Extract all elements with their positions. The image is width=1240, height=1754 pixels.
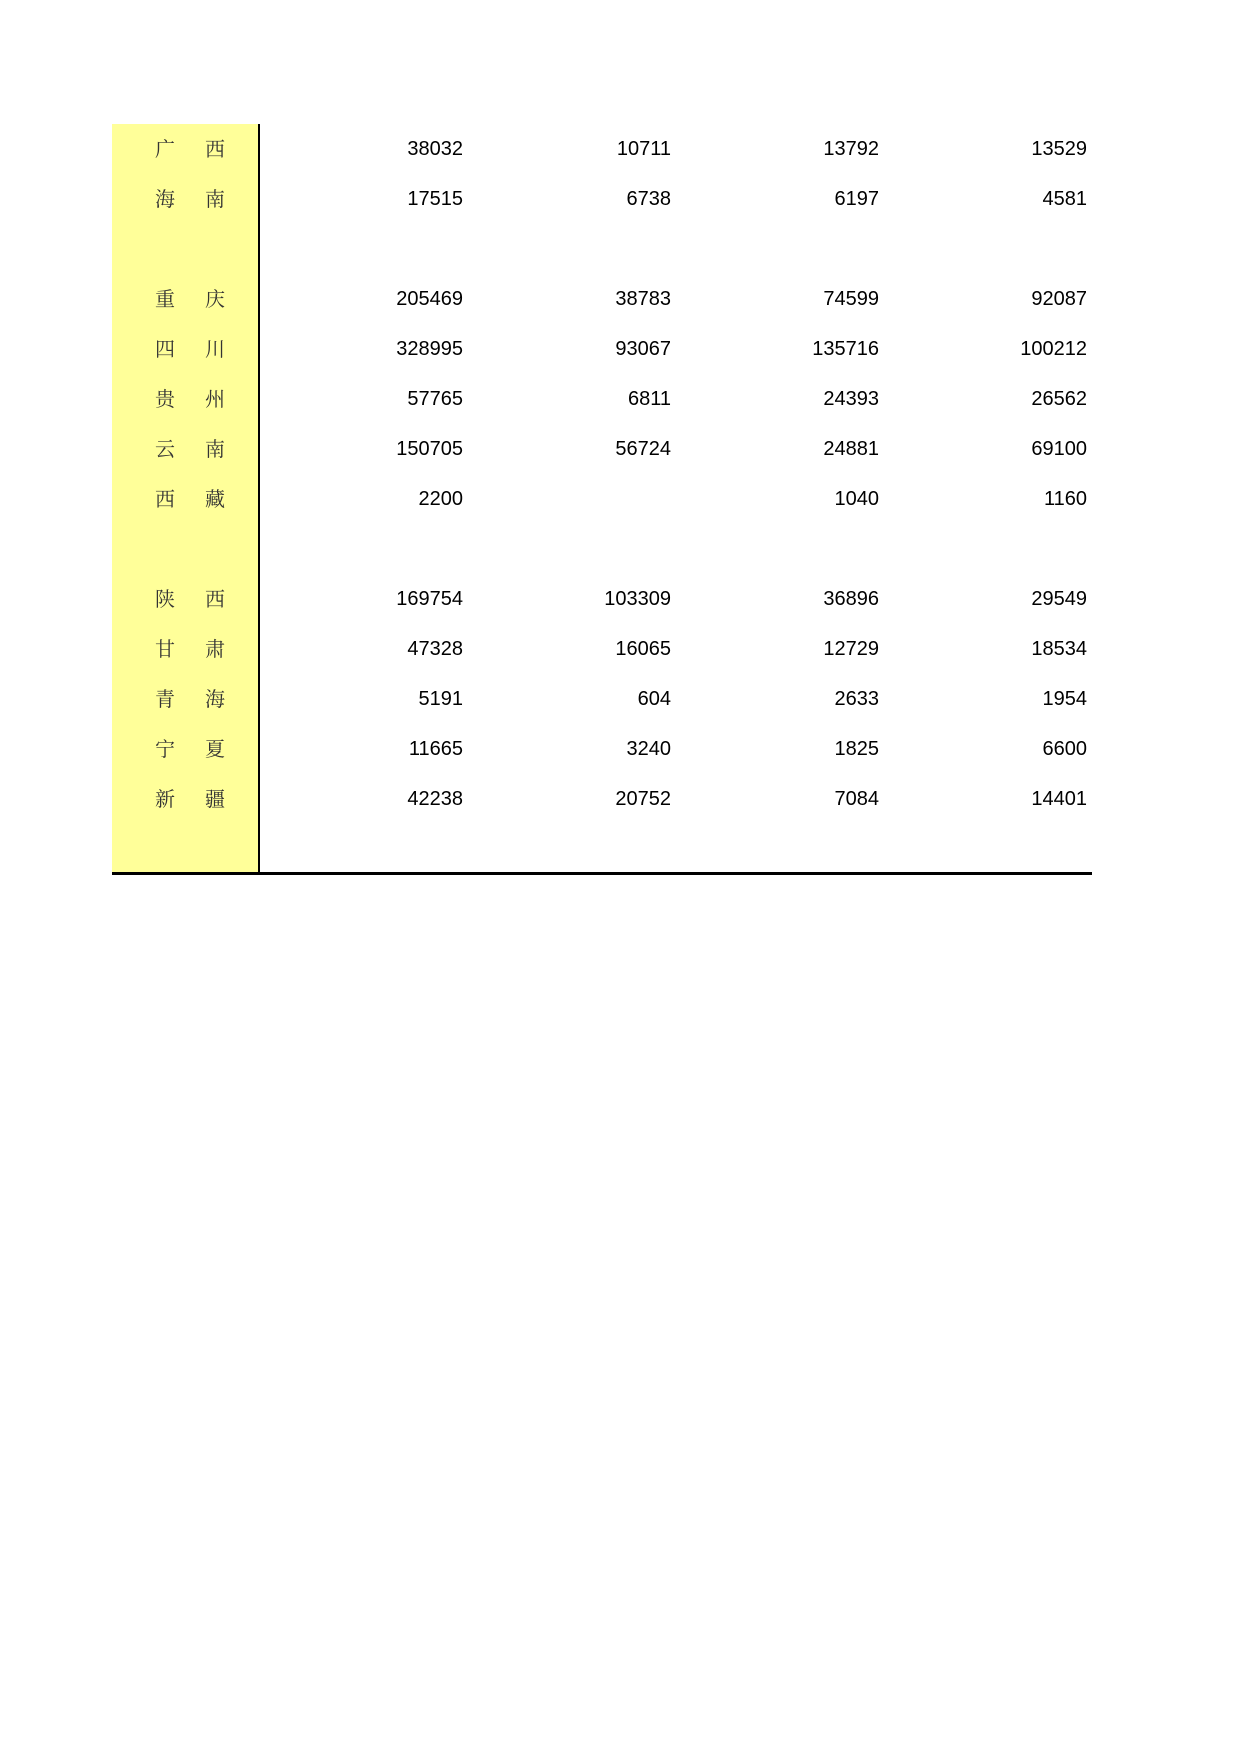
table-row (112, 774, 1092, 824)
value-cell: 57765 (407, 388, 463, 410)
value-cell: 1160 (1043, 488, 1087, 510)
value-cell: 38783 (615, 288, 671, 310)
value-cell: 24881 (823, 438, 879, 460)
value-cell (491, 474, 671, 524)
value-cell: 328995 (396, 338, 463, 360)
table-bottom-border (112, 872, 1092, 875)
value-cell: 24393 (823, 388, 879, 410)
value-cell: 6811 (627, 388, 671, 410)
table-row (112, 274, 1092, 324)
value-cell: 93067 (615, 338, 671, 360)
value-cell: 103309 (604, 588, 671, 610)
region-name: 云 南 (155, 437, 225, 461)
table-row (112, 674, 1092, 724)
value-cell: 4581 (1042, 188, 1087, 210)
table-row (112, 324, 1092, 374)
value-cell: 3240 (626, 738, 671, 760)
table-row (112, 474, 1092, 524)
region-name: 陕 西 (155, 587, 225, 611)
region-name: 西 藏 (155, 487, 225, 511)
value-cell: 135716 (812, 338, 879, 360)
region-name: 宁 夏 (155, 737, 225, 761)
value-cell: 14401 (1031, 788, 1087, 810)
value-cell: 69100 (1031, 438, 1087, 460)
value-cell: 74599 (823, 288, 879, 310)
value-cell: 6738 (626, 188, 671, 210)
table-row (112, 174, 1092, 224)
value-cell: 169754 (396, 588, 463, 610)
region-name: 广 西 (155, 137, 225, 161)
value-cell: 11665 (408, 738, 463, 760)
value-cell: 604 (637, 688, 671, 710)
value-cell: 36896 (823, 588, 879, 610)
table-row (112, 624, 1092, 674)
value-cell: 29549 (1031, 588, 1087, 610)
value-cell: 56724 (615, 438, 671, 460)
value-cell: 6600 (1042, 738, 1087, 760)
table-row (112, 424, 1092, 474)
value-cell: 150705 (396, 438, 463, 460)
region-name: 重 庆 (155, 287, 225, 311)
value-cell: 7084 (834, 788, 879, 810)
data-table (112, 124, 1092, 874)
region-name: 海 南 (155, 187, 225, 211)
value-cell: 6197 (834, 188, 879, 210)
region-name: 甘 肃 (155, 637, 225, 661)
value-cell: 92087 (1031, 288, 1087, 310)
table-row (112, 374, 1092, 424)
region-name: 新 疆 (155, 787, 225, 811)
value-cell: 20752 (615, 788, 671, 810)
value-cell: 2200 (418, 488, 463, 510)
value-cell: 100212 (1020, 338, 1087, 360)
value-cell: 205469 (396, 288, 463, 310)
value-cell: 17515 (407, 188, 463, 210)
table-row (112, 574, 1092, 624)
table-row (112, 724, 1092, 774)
value-cell: 1825 (834, 738, 879, 760)
value-cell: 47328 (407, 638, 463, 660)
value-cell: 16065 (615, 638, 671, 660)
value-cell: 42238 (407, 788, 463, 810)
region-name: 贵 州 (155, 387, 225, 411)
value-cell: 13529 (1031, 138, 1087, 160)
value-cell: 2633 (834, 688, 879, 710)
region-name: 四 川 (155, 337, 225, 361)
value-cell: 26562 (1031, 388, 1087, 410)
value-cell: 5191 (418, 688, 463, 710)
value-cell: 12729 (823, 638, 879, 660)
value-cell: 1040 (834, 488, 879, 510)
value-cell: 18534 (1031, 638, 1087, 660)
value-cell: 38032 (407, 138, 463, 160)
value-cell: 13792 (823, 138, 879, 160)
value-cell: 1954 (1042, 688, 1087, 710)
region-name: 青 海 (155, 687, 225, 711)
value-cell: 10711 (616, 138, 671, 160)
table-row (112, 124, 1092, 174)
